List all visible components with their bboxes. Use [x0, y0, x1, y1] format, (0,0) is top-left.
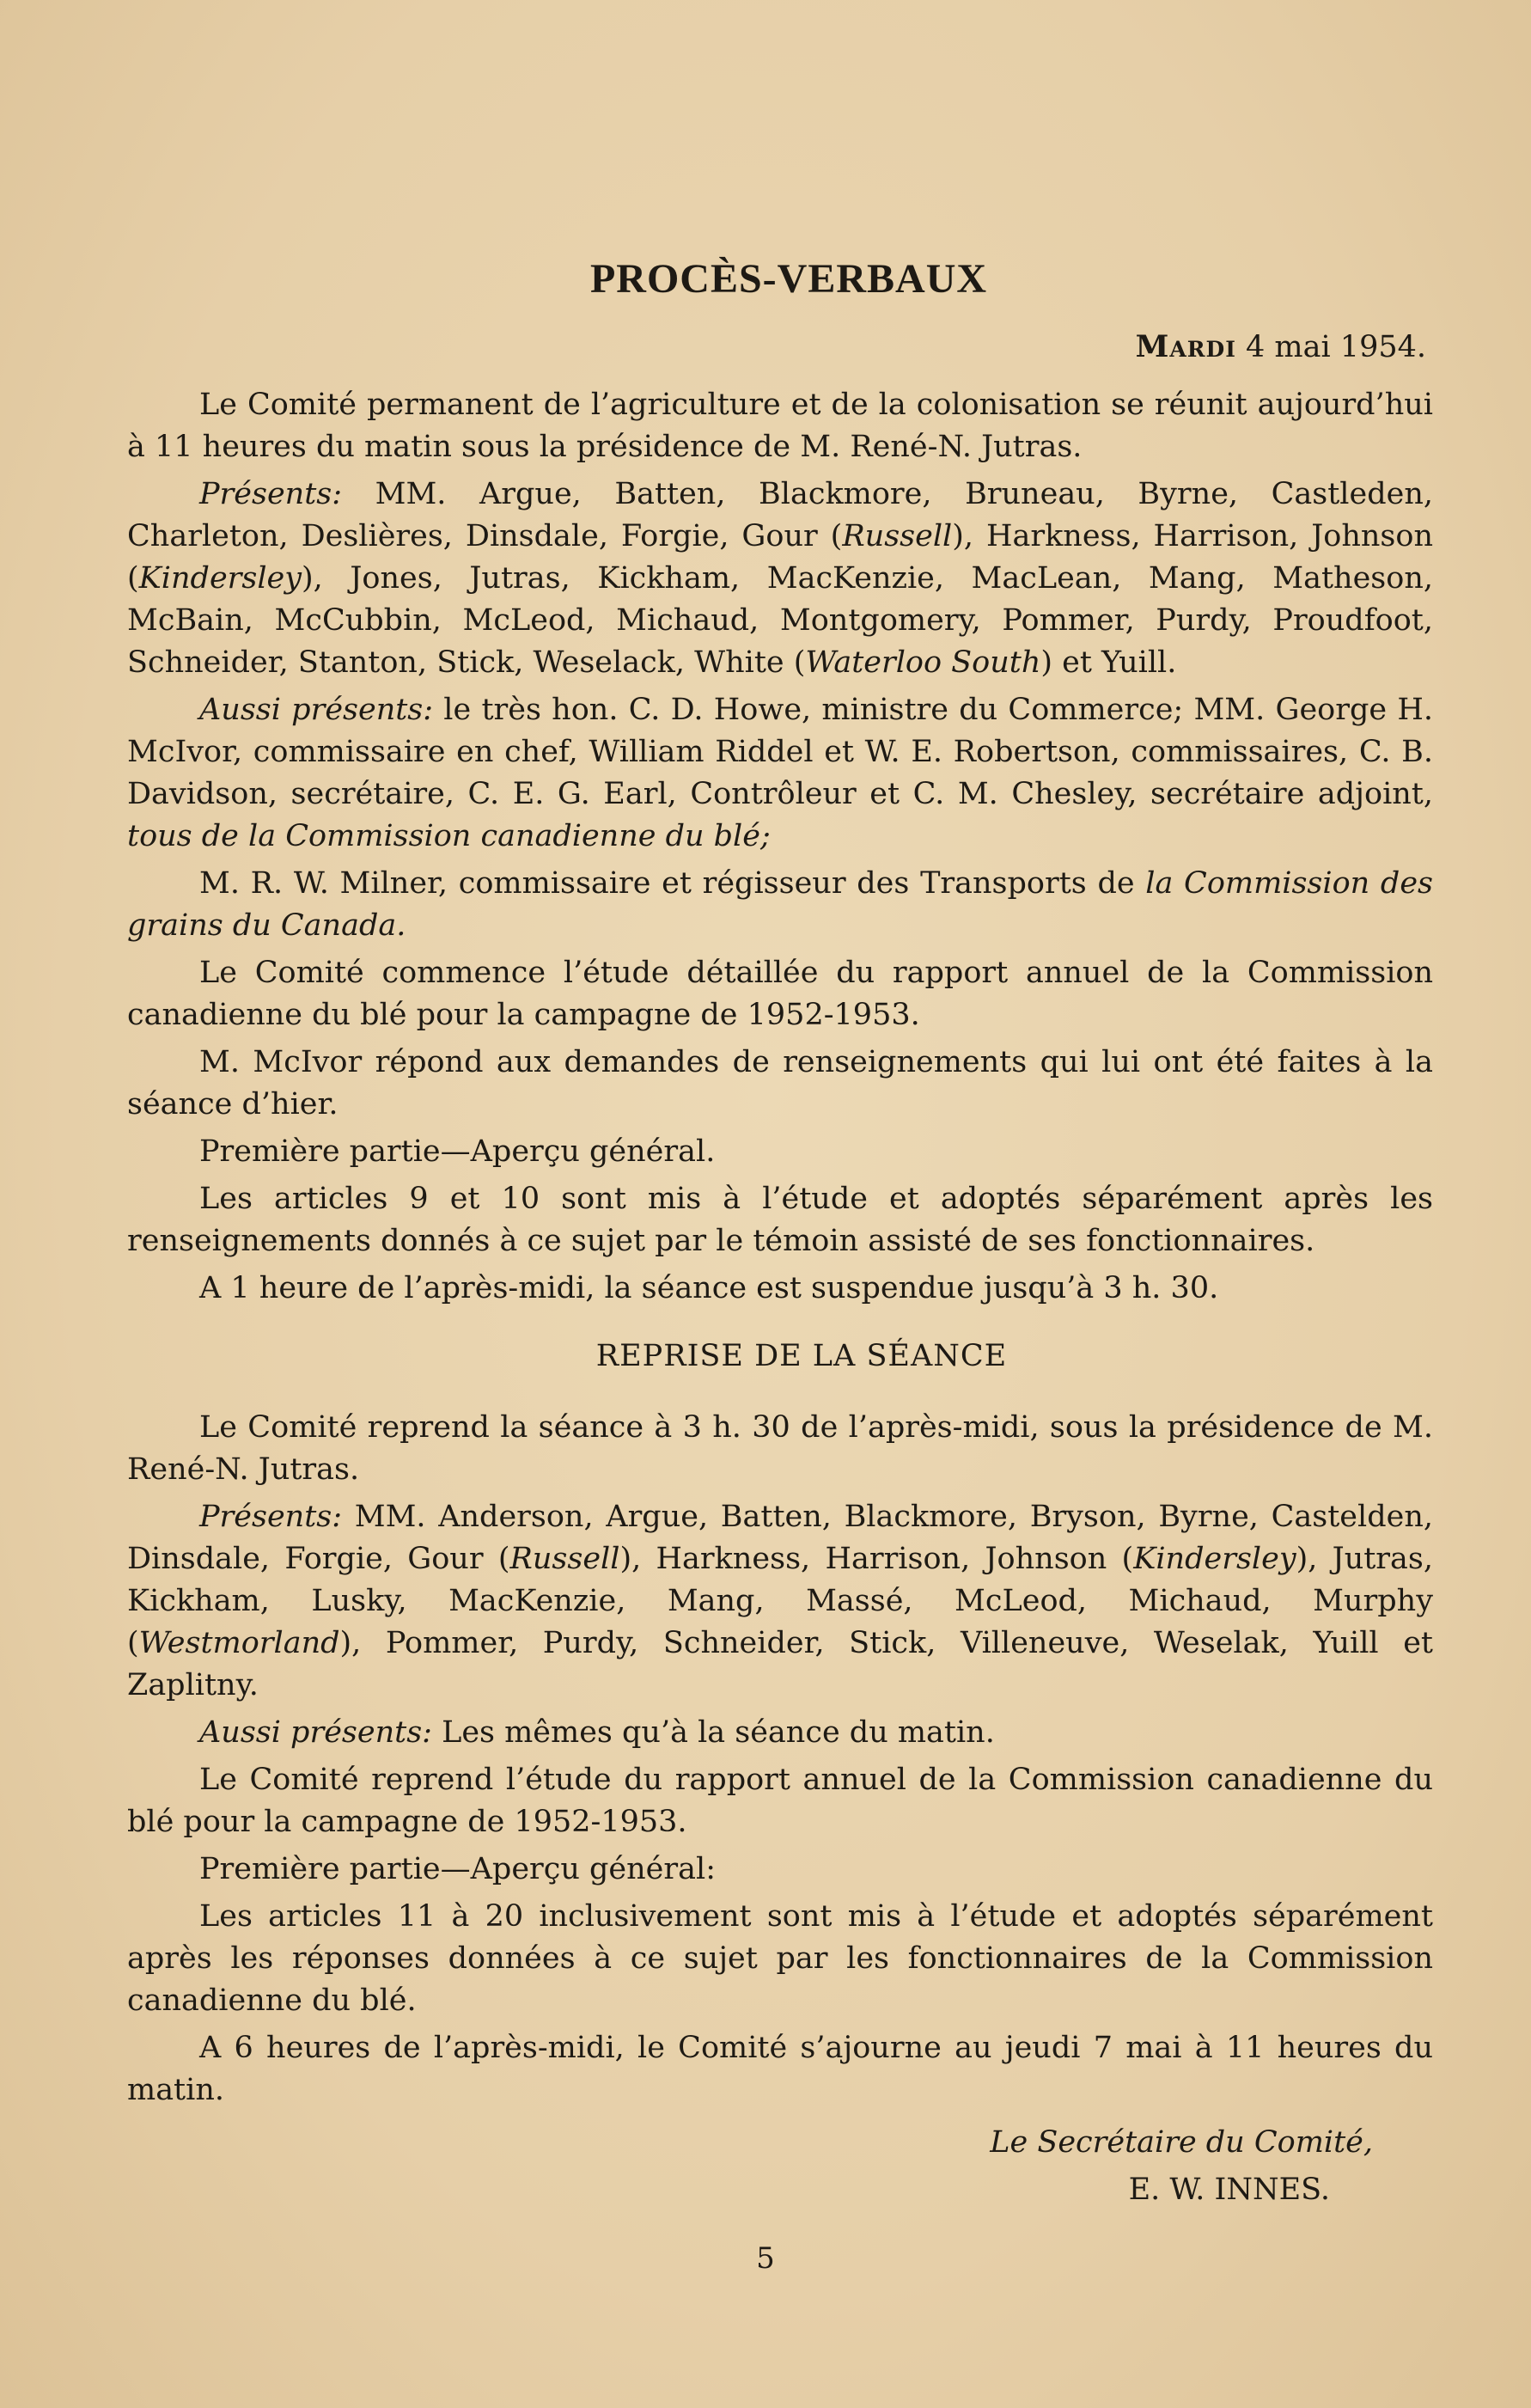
- meeting-date: [127, 326, 1426, 369]
- italic-run: Waterloo South: [805, 645, 1041, 680]
- italic-run: Kindersley: [1133, 1542, 1296, 1576]
- paragraph-part-one: Première partie—Aperçu général.: [199, 1134, 716, 1169]
- paragraph-present-afternoon: [127, 1496, 1433, 1707]
- italic-run: Westmorland: [138, 1626, 340, 1660]
- paragraph-study-resumes: Le Comité reprend l’étude du rapport annuel de la Commission canadienne du blé pour la campagne de 1952-1953.: [127, 1763, 1433, 1839]
- paragraph-also-present-afternoon: [127, 1712, 1433, 1754]
- italic-run: la Commission des grains du Canada.: [127, 866, 1433, 943]
- text-run: ), Jones, Jutras, Kickham, MacKenzie, MacLean, Mang, Matheson, McBain, McCubbin, McLeod, Michaud, Montgomery, Pommer, Purdy, Proudfoot, Schneider, Stanton, Stick, Weselack, White (: [127, 561, 1433, 680]
- signature-name: E. W. INNES.: [1128, 2173, 1330, 2207]
- paragraph-also-present-morning: [127, 689, 1433, 858]
- section-heading: REPRISE DE LA SÉANCE: [595, 1339, 1008, 1373]
- paragraph-mcivor: M. McIvor répond aux demandes de renseignements qui lui ont été faites à la séance d’hier.: [127, 1045, 1433, 1121]
- paragraph-adjourn: A 6 heures de l’après-midi, le Comité s’ajourne au jeudi 7 mai à 11 heures du matin.: [127, 2031, 1433, 2107]
- signature-role: [127, 2122, 1433, 2164]
- also-present-label: Aussi présents:: [199, 1715, 432, 1750]
- paragraph-study-begins: Le Comité commence l’étude détaillée du rapport annuel de la Commission canadienne du blé pour la campagne de 1952-1953.: [127, 956, 1433, 1032]
- paragraph-articles-9-10: Les articles 9 et 10 sont mis à l’étude et adoptés séparément après les renseignements donnés à ce sujet par le témoin assisté de ses fonctionnaires.: [127, 1182, 1433, 1258]
- italic-run: tous de la Commission canadienne du blé;: [127, 819, 771, 853]
- signature-role-text: Le Secrétaire du Comité,: [990, 2125, 1373, 2160]
- paragraph-milner: [127, 863, 1433, 947]
- page-title: PROCÈS-VERBAUX: [589, 256, 988, 302]
- paragraph-part-one-afternoon: Première partie—Aperçu général:: [199, 1852, 716, 1886]
- text-run: M. R. W. Milner, commissaire et régisseur des Transports de: [199, 866, 1146, 901]
- text-run: le très hon. C. D. Howe, ministre du Commerce; MM. George H. McIvor, commissaire en chef, William Riddel et W. E. Robertson, commissaires, C. B. Davidson, secrétaire, C. E. G. Earl, Contrôleur et C. M. Chesley, secrétaire adjoint,: [127, 693, 1433, 811]
- text-run: ), Pommer, Purdy, Schneider, Stick, Villeneuve, Weselak, Yuill et Zaplitny.: [127, 1626, 1433, 1702]
- present-label: Présents:: [199, 1500, 343, 1534]
- paragraph-suspended: A 1 heure de l’après-midi, la séance est suspendue jusqu’à 3 h. 30.: [199, 1271, 1219, 1305]
- text-run: MM. Argue, Batten, Blackmore, Bruneau, Byrne, Castleden, Charleton, Deslières, Dinsdale, Forgie, Gour (: [127, 477, 1433, 553]
- text-run: MM. Anderson, Argue, Batten, Blackmore, Bryson, Byrne, Castelden, Dinsdale, Forgie, Gour (: [127, 1500, 1433, 1576]
- italic-run: Kindersley: [138, 561, 302, 596]
- date-rest: 4 mai 1954.: [1235, 330, 1426, 364]
- also-present-label: Aussi présents:: [199, 693, 434, 727]
- text-run: Les mêmes qu’à la séance du matin.: [431, 1715, 995, 1750]
- text-run: ) et Yuill.: [1040, 645, 1177, 680]
- page-number: 5: [756, 2241, 775, 2276]
- present-label: Présents:: [199, 477, 343, 511]
- document-body: [127, 258, 1433, 2216]
- italic-run: Russell: [509, 1542, 620, 1576]
- date-day: Mardi: [1135, 329, 1236, 364]
- paragraph-resumes: Le Comité reprend la séance à 3 h. 30 de l’après-midi, sous la présidence de M. René-N. Jutras.: [127, 1410, 1433, 1487]
- paragraph-articles-11-20: Les articles 11 à 20 inclusivement sont mis à l’étude et adoptés séparément après les réponses données à ce sujet par les fonctionnaires de la Commission canadienne du blé.: [127, 1899, 1433, 2018]
- italic-run: Russell: [842, 519, 953, 553]
- text-run: ), Harkness, Harrison, Johnson (: [127, 519, 1433, 596]
- paragraph-opening: Le Comité permanent de l’agriculture et de la colonisation se réunit aujourd’hui à 11 heures du matin sous la présidence de M. René-N. Jutras.: [127, 388, 1433, 464]
- text-run: ), Jutras, Kickham, Lusky, MacKenzie, Mang, Massé, McLeod, Michaud, Murphy (: [127, 1542, 1433, 1660]
- paragraph-present-morning: [127, 474, 1433, 684]
- text-run: ), Harkness, Harrison, Johnson (: [619, 1542, 1134, 1576]
